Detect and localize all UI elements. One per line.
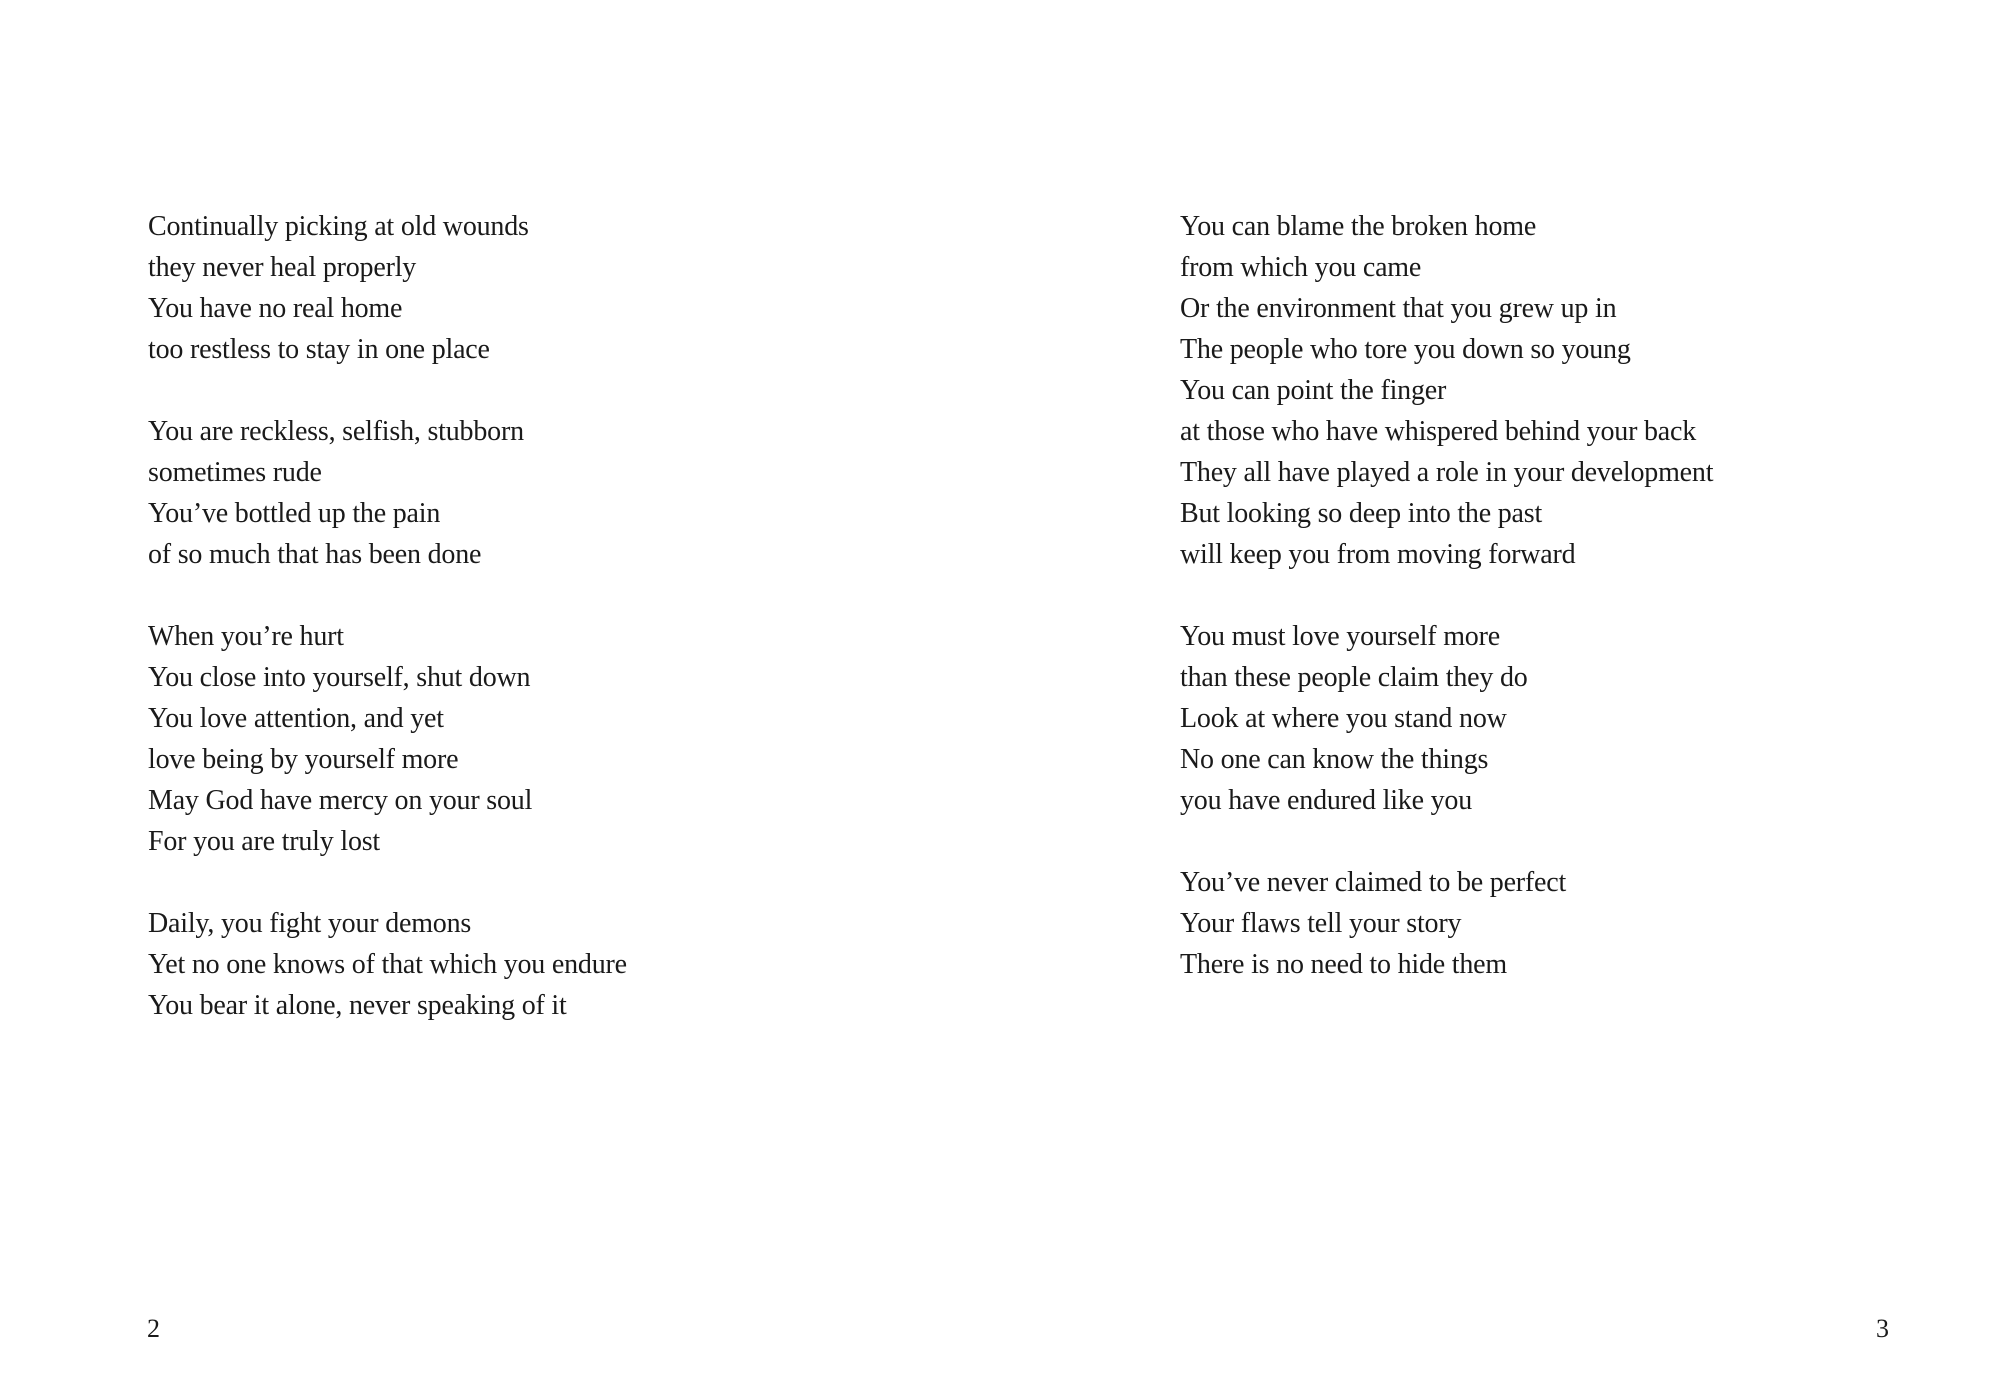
poem-line: they never heal properly [148,252,417,283]
stanza [148,206,627,370]
poem-line: at those who have whispered behind your back [1180,416,1697,447]
poem-line: from which you came [1180,252,1422,283]
poem-line: will keep you from moving forward [1180,539,1576,570]
poem-line: You can point the finger [1180,375,1447,406]
poem-line: too restless to stay in one place [148,334,490,365]
poem-line: Look at where you stand now [1180,703,1507,734]
poem-line: You close into yourself, shut down [148,662,531,693]
poem-line: Your flaws tell your story [1180,908,1462,939]
poem-line: than these people claim they do [1180,662,1528,693]
poem-line: You’ve bottled up the pain [148,498,441,529]
page-number-left: 2 [147,1314,160,1343]
poem-line: No one can know the things [1180,744,1489,775]
poem-line: There is no need to hide them [1180,949,1507,980]
poem-line: sometimes rude [148,457,322,488]
poem-line: For you are truly lost [148,826,381,857]
poem-line: The people who tore you down so young [1180,334,1631,365]
poem-line: But looking so deep into the past [1180,498,1543,529]
poem-text-right [1180,206,1713,985]
stanza [1180,206,1713,575]
page-number-right: 3 [1876,1314,1889,1343]
stanza [148,903,627,1026]
poem-line: of so much that has been done [148,539,482,570]
stanza [148,616,627,862]
poem-line: When you’re hurt [148,621,344,652]
poem-line: You’ve never claimed to be perfect [1180,867,1567,898]
poem-line: May God have mercy on your soul [148,785,533,816]
poem-line: You love attention, and yet [148,703,444,734]
poem-line: You can blame the broken home [1180,211,1537,242]
poem-line: They all have played a role in your development [1180,457,1714,488]
poem-line: You must love yourself more [1180,621,1500,652]
poem-line: You have no real home [148,293,403,324]
stanza [1180,616,1713,821]
poem-line: Continually picking at old wounds [148,211,529,242]
stanza [148,411,627,575]
poem-text-left [148,206,627,1026]
poem-line: Yet no one knows of that which you endure [148,949,627,980]
poem-line: Daily, you fight your demons [148,908,472,939]
stanza [1180,862,1713,985]
poem-line: Or the environment that you grew up in [1180,293,1617,324]
poem-line: You bear it alone, never speaking of it [148,990,567,1021]
poem-line: You are reckless, selfish, stubborn [148,416,524,447]
poem-line: love being by yourself more [148,744,459,775]
poem-line: you have endured like you [1180,785,1473,816]
